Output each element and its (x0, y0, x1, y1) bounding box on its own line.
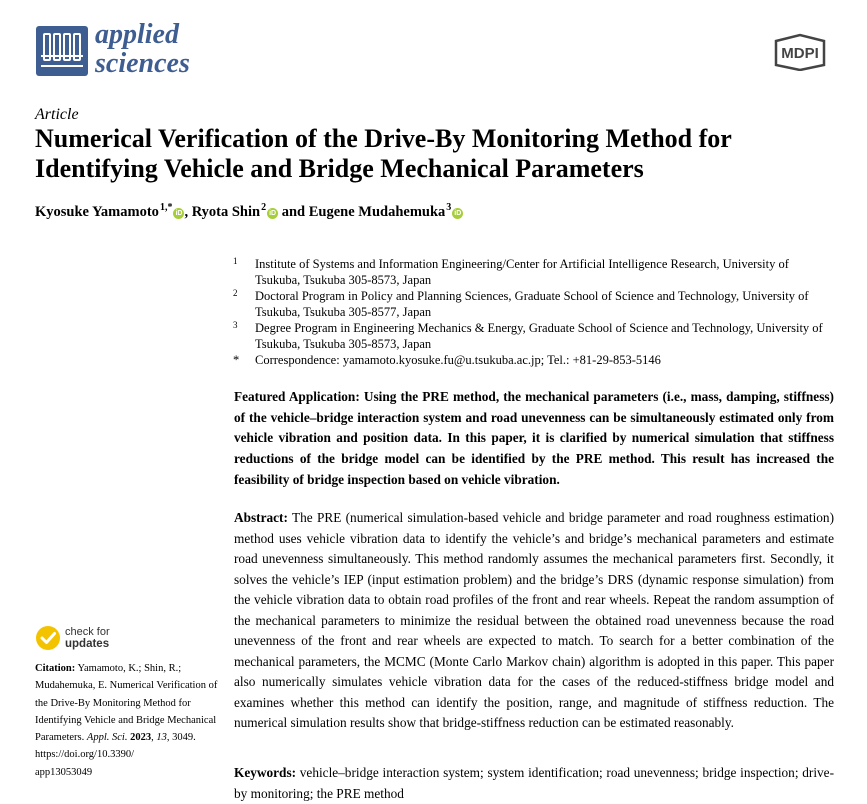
journal-name-line2: sciences (95, 48, 190, 79)
publisher-name: MDPI (781, 45, 819, 62)
check-updates-line2: updates (65, 638, 110, 650)
page-title: Numerical Verification of the Drive-By Monitoring Method for Identifying Vehicle and Bridge Mechanical Parameters (35, 124, 732, 183)
author-list (35, 204, 463, 221)
keywords (234, 763, 834, 804)
affiliation-item (233, 320, 833, 352)
author-separator: , (184, 204, 192, 220)
flask-icon (36, 26, 88, 76)
journal-name (95, 20, 190, 78)
featured-label: Featured Application: (234, 389, 360, 404)
orcid-icon[interactable]: iD (175, 210, 183, 217)
check-for-updates-button[interactable] (35, 625, 110, 651)
affiliation-list (233, 256, 833, 368)
article-type: Article (35, 106, 79, 123)
citation: Citation: Yamamoto, K.; Shin, R.; Mudahemuka, E. Numerical Verification of the Drive-By Monitoring Method for Identifying Vehicle and Bridge Mechanical Parameters. Appl. Sci. 2023, 13, 3049. https://doi.org/10.3390/ app13053049 (35, 663, 218, 778)
affiliation-item (233, 256, 833, 288)
affiliation-number: 2 (233, 288, 238, 298)
author-affil-marker: 2 (261, 202, 267, 214)
citation-doi-link-cont[interactable]: app13053049 (35, 766, 93, 778)
citation-journal: Appl. Sci. (86, 732, 128, 744)
check-updates-line1: check for (65, 626, 110, 638)
featured-application (234, 387, 834, 491)
author-affil-marker: 3 (446, 202, 452, 214)
affiliation-text: Institute of Systems and Information Engineering/Center for Artificial Intelligence Research, University of Tsukuba, Tsukuba 305-8573, Japan (255, 257, 789, 287)
check-updates-icon (35, 625, 61, 651)
affiliation-text: Degree Program in Engineering Mechanics & Energy, Graduate School of Science and Technology, University of Tsukuba, Tsukuba 305-8573, Japan (255, 321, 823, 351)
author-name[interactable]: Ryota Shin (191, 204, 261, 220)
author-name[interactable]: Eugene Mudahemuka (308, 204, 446, 220)
abstract-text: The PRE (numerical simulation-based vehicle and bridge parameter and road roughness estimation) method uses vehicle vibration data to identify the vehicle’s and bridge’s mechanical parameters and estimate road unevenness simultaneously. This method randomly assumes the mechanical parameters first. Secondly, it solves the vehicle’s IEP (input estimation problem) and the bridge’s DRS (dynamic response simulation) from the vehicle vibration data to obtain road profiles of the front and rear wheels. Repeat the random assumption of the mechanical parameters to minimize the residual between the obtained road unevenness because the road unevenness of the front and rear wheels are expected to match. To search for a better combination of the mechanical parameters, the MCMC (Monte Carlo Markov chain) algorithm is adopted in this paper. This paper also numerically simulates vehicle vibration data for the cases of the reduced-stiffness bridge model and examines whether this method can identify the position, range, and magnitude of stiffness reduction. The numerical simulation results show that bridge-stiffness reduction can be estimated reasonably. (234, 510, 834, 730)
keywords-text: vehicle–bridge interaction system; system identification; road unevenness; bridge inspection; drive-by monitoring; the PRE method (234, 765, 834, 801)
correspondence-text: Correspondence: yamamoto.kyosuke.fu@u.tsukuba.ac.jp; Tel.: +81-29-853-5146 (255, 353, 661, 367)
orcid-icon[interactable]: iD (454, 210, 462, 217)
journal-logo (36, 26, 88, 76)
mdpi-logo (768, 33, 832, 76)
abstract-label: Abstract: (234, 510, 288, 525)
affiliation-number: 1 (233, 256, 238, 266)
affiliation-text: Doctoral Program in Policy and Planning Sciences, Graduate School of Science and Technology, University of Tsukuba, Tsukuba 305-8577, Japan (255, 289, 809, 319)
citation-volume: 13 (156, 732, 167, 744)
affiliation-item (233, 288, 833, 320)
author-separator: and (278, 204, 309, 220)
featured-text: Using the PRE method, the mechanical parameters (i.e., mass, damping, stiffness) of the vehicle–bridge interaction system and road unevenness can be simultaneously estimated only from vehicle vibration and position data. In this paper, it is clarified by numerical simulation that stiffness reductions of the bridge model can be identified by the PRE method. This result has increased the feasibility of bridge inspection based on vehicle vibration. (234, 389, 834, 487)
citation-doi-link[interactable]: https://doi.org/10.3390/ (35, 749, 134, 761)
correspondence (233, 352, 833, 368)
author-affil-marker: 1,* (159, 202, 173, 214)
affiliation-number: 3 (233, 320, 238, 330)
keywords-label: Keywords: (234, 765, 297, 780)
citation-year: 2023 (130, 732, 152, 744)
abstract (234, 508, 834, 734)
journal-name-line1: applied (95, 19, 179, 50)
author-name[interactable]: Kyosuke Yamamoto (35, 204, 159, 220)
citation-label: Citation: (35, 663, 76, 674)
citation-text: Yamamoto, K.; Shin, R.; Mudahemuka, E. Numerical Verification of the Drive-By Monitoring Method for Identifying Vehicle and Bridge Mechanical Parameters. (35, 663, 218, 744)
correspondence-marker: * (233, 353, 240, 367)
orcid-icon[interactable]: iD (269, 210, 277, 217)
citation-pages: , 3049. (166, 732, 196, 744)
